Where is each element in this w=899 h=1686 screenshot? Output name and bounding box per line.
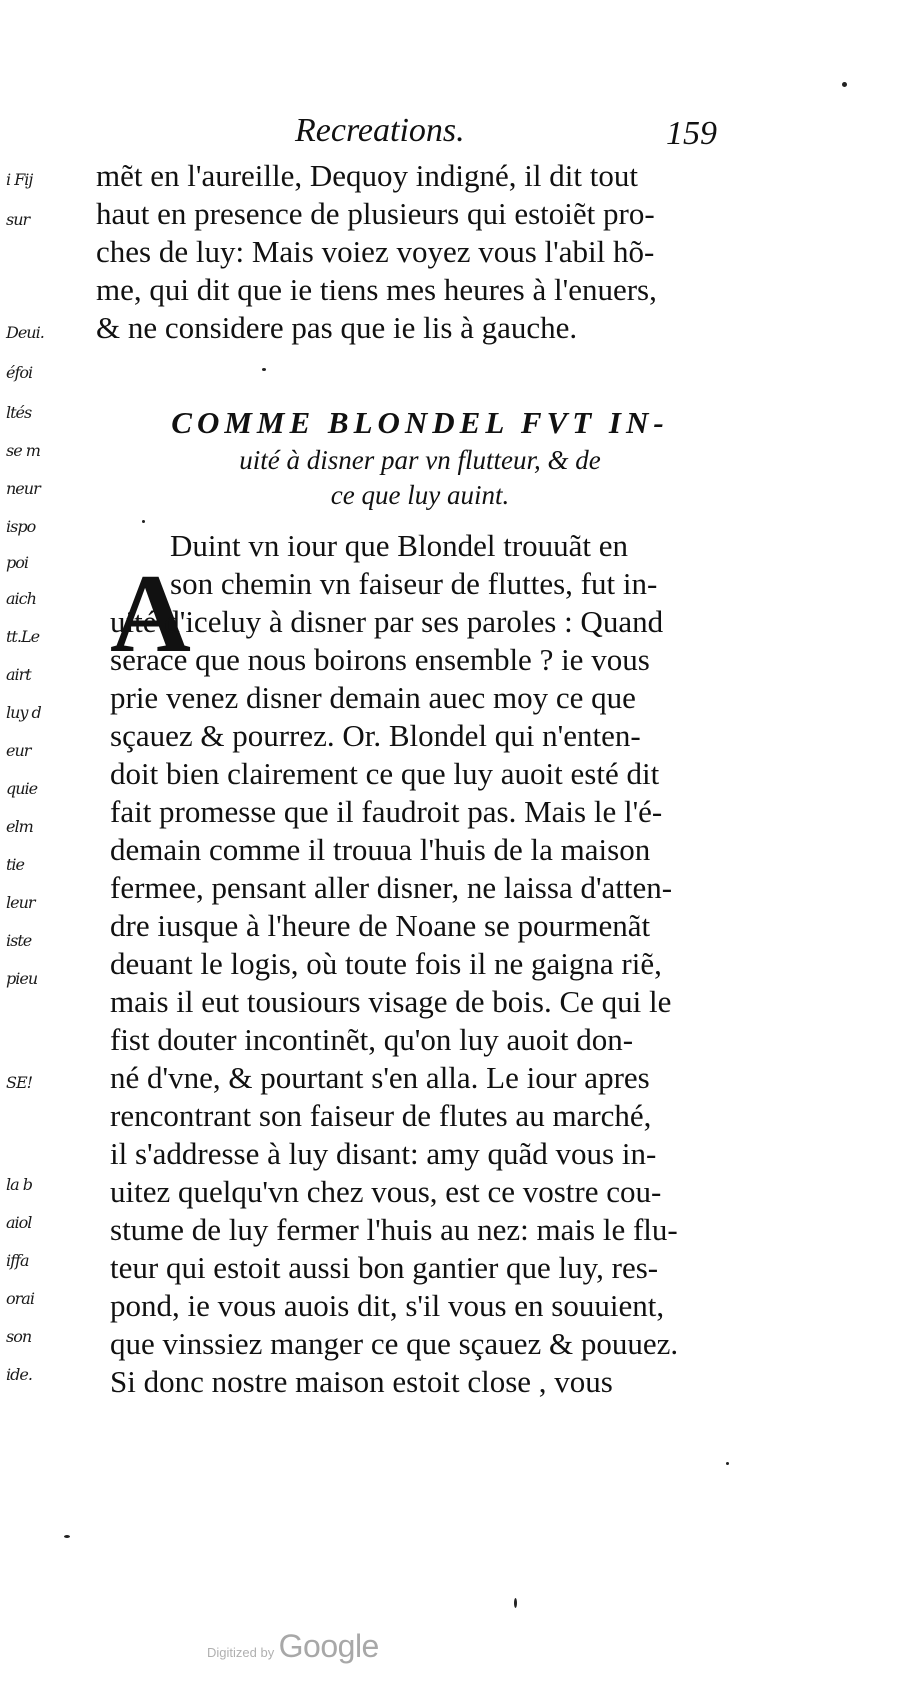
margin-fragment: leur: [6, 893, 35, 912]
ink-speck: [262, 368, 266, 371]
margin-fragment: éfoi: [6, 363, 33, 382]
chapter-heading: [110, 405, 730, 511]
text-line: doit bien clairement ce que luy auoit esté dit: [110, 756, 660, 791]
margin-fragment: ltés: [6, 403, 32, 422]
text-line: pond, ie vous auois dit, s'il vous en souuient,: [110, 1288, 665, 1323]
text-line: son chemin vn faiseur de fluttes, fut in-: [170, 566, 658, 601]
drop-cap: A: [110, 552, 191, 676]
text-line: deuant le logis, où toute fois il ne gaigna riẽ,: [110, 946, 662, 981]
text-line: que vinssiez manger ce que sçauez & pouuez.: [110, 1326, 679, 1361]
margin-fragment: quie: [6, 779, 38, 798]
text-line: rencontrant son faiseur de flutes au marché,: [110, 1098, 652, 1133]
text-line: Duint vn iour que Blondel trouuãt en: [170, 528, 629, 563]
ink-speck: [726, 1462, 729, 1465]
chapter-heading-line: COMME BLONDEL FVT IN-: [171, 405, 669, 440]
margin-fragment: tt.Le: [6, 627, 40, 646]
chapter-heading-line: ce que luy auint.: [330, 480, 510, 510]
text-line: & ne considere pas que ie lis à gauche.: [96, 310, 578, 345]
text-line: fait promesse que il faudroit pas. Mais le l'é-: [110, 794, 663, 829]
text-line: il s'addresse à luy disant: amy quãd vous in-: [110, 1136, 657, 1171]
watermark-brand: Google: [278, 1628, 379, 1664]
text-line: stume de luy fermer l'huis au nez: mais le flu-: [110, 1212, 678, 1247]
margin-fragment: eur: [6, 741, 31, 760]
text-line: né d'vne, & pourtant s'en alla. Le iour apres: [110, 1060, 650, 1095]
running-head-title: Recreations.: [295, 112, 465, 149]
margin-fragment: luy d: [6, 703, 41, 722]
ink-speck: [64, 1535, 70, 1538]
ink-speck: [142, 520, 145, 523]
text-line: me, qui dit que ie tiens mes heures à l'enuers,: [96, 272, 657, 307]
text-line: sçauez & pourrez. Or. Blondel qui n'enten-: [110, 718, 641, 753]
text-line: ches de luy: Mais voiez voyez vous l'abil hõ-: [96, 234, 655, 269]
text-line: prie venez disner demain auec moy ce que: [110, 680, 636, 715]
margin-fragment: i Fij: [6, 170, 33, 189]
margin-fragment: neur: [6, 479, 40, 498]
margin-fragment: aiol: [6, 1213, 32, 1232]
margin-fragment: sur: [6, 210, 30, 229]
margin-fragment: pieu: [6, 969, 38, 988]
ink-speck: [842, 82, 847, 87]
text-line: mẽt en l'aureille, Dequoy indigné, il dit tout: [96, 158, 638, 193]
text-line: Si donc nostre maison estoit close , vous: [110, 1364, 613, 1399]
margin-fragment: SE!: [6, 1073, 33, 1092]
margin-fragment: airt: [6, 665, 31, 684]
text-line: uité d'iceluy à disner par ses paroles : Quand: [110, 604, 664, 639]
ink-speck: [514, 1598, 517, 1608]
margin-fragment: iste: [6, 931, 32, 950]
page-number: 159: [666, 115, 717, 152]
text-line: serace que nous boirons ensemble ? ie vous: [110, 642, 650, 677]
digitized-watermark: [207, 1628, 379, 1665]
margin-fragment: aich: [6, 589, 36, 608]
margin-fragment: elm: [6, 817, 33, 836]
margin-fragment: Deui.: [6, 323, 44, 342]
margin-fragment: la b: [6, 1175, 32, 1194]
margin-fragment: se m: [6, 441, 40, 460]
text-line: uitez quelqu'vn chez vous, est ce vostre cou-: [110, 1174, 662, 1209]
margin-fragment: tie: [6, 855, 25, 874]
text-line: teur qui estoit aussi bon gantier que luy, res-: [110, 1250, 659, 1285]
margin-fragment: poi: [6, 553, 28, 572]
margin-fragment: iffa: [6, 1251, 29, 1270]
text-line: mais il eut tousiours visage de bois. Ce qui le: [110, 984, 672, 1019]
watermark-prefix: Digitized by: [207, 1645, 275, 1660]
text-line: haut en presence de plusieurs qui estoiẽt pro-: [96, 196, 655, 231]
chapter-heading-line: uité à disner par vn flutteur, & de: [239, 445, 601, 475]
text-line: dre iusque à l'heure de Noane se pourmenãt: [110, 908, 651, 943]
text-line: fermee, pensant aller disner, ne laissa d'atten-: [110, 870, 673, 905]
text-line: demain comme il trouua l'huis de la maison: [110, 832, 651, 867]
margin-fragment: ispo: [6, 517, 36, 536]
text-line: fist douter incontinẽt, qu'on luy auoit don-: [110, 1022, 634, 1057]
margin-fragment: orai: [6, 1289, 34, 1308]
margin-fragment: son: [6, 1327, 32, 1346]
margin-fragment: ide.: [6, 1365, 32, 1384]
